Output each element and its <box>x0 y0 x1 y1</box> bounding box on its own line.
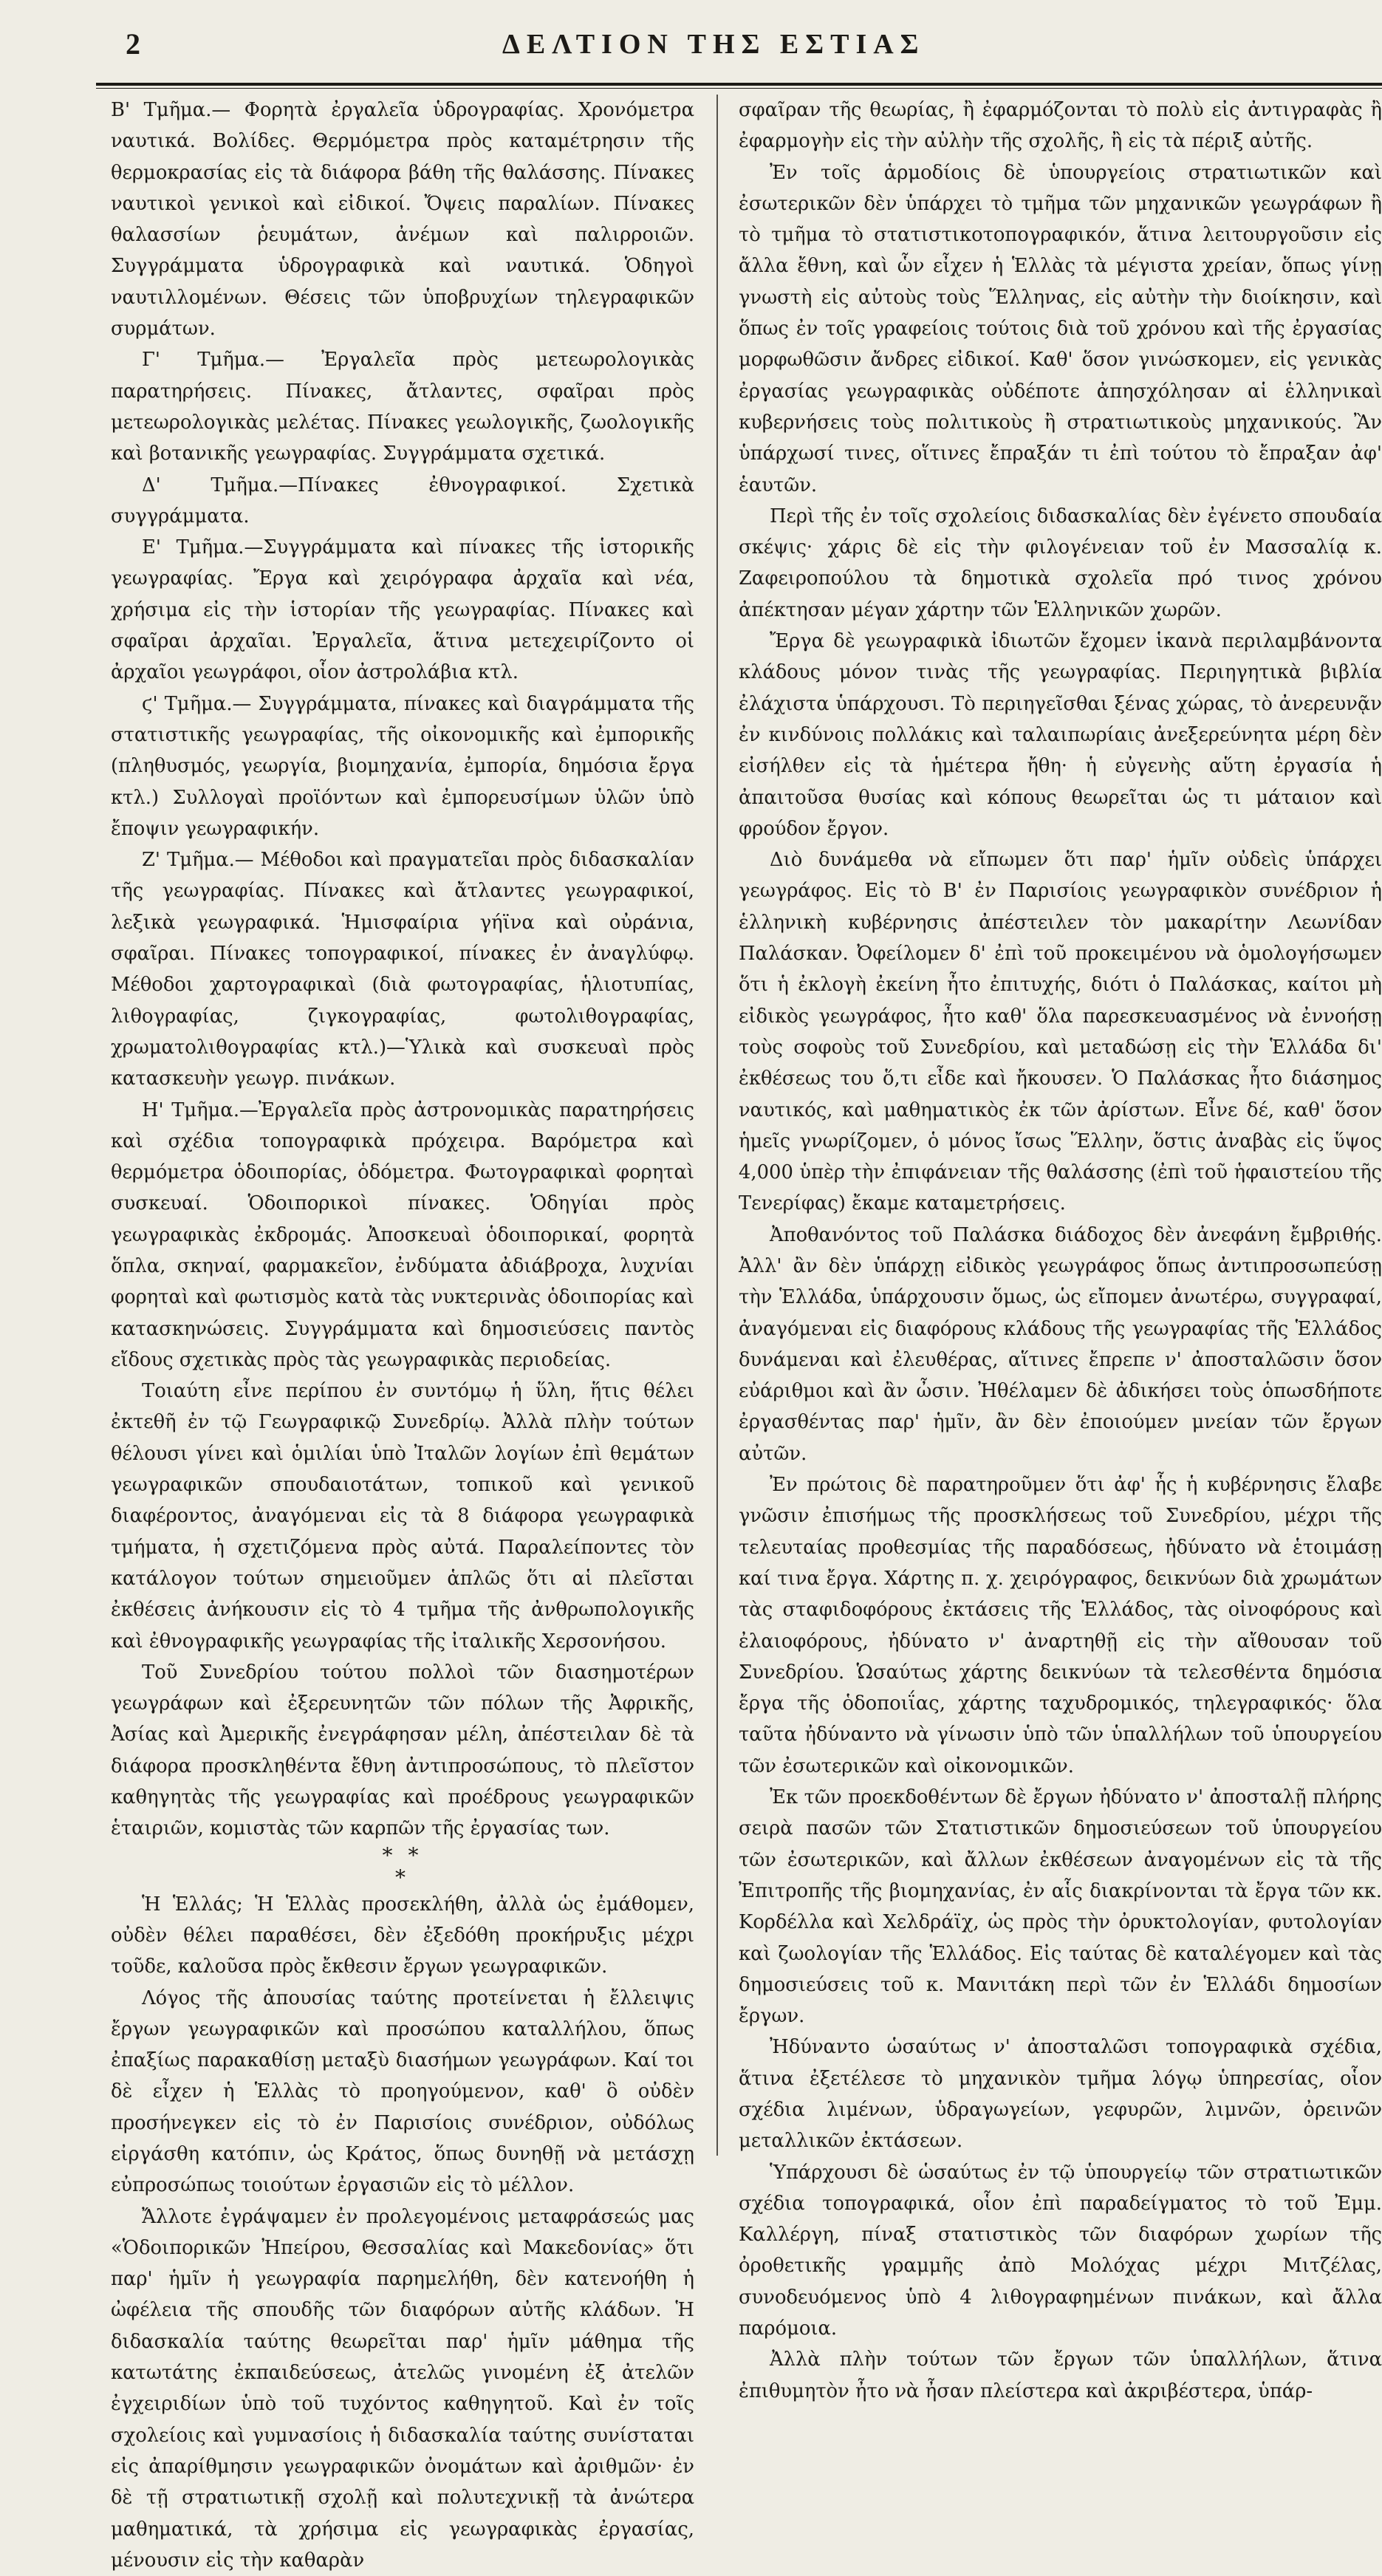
header-rule <box>96 83 1382 89</box>
paragraph: σφαῖραν τῆς θεωρίας, ἢ ἐφαρμόζονται τὸ πολὺ εἰς ἀντιγραφὰς ἢ ἐφαρμογὴν εἰς τὴν αὐλὴν τῆς σχολῆς, ἢ εἰς τὰ πέριξ αὐτῆς. <box>739 99 1382 153</box>
section-separator: * * * <box>382 1842 423 1890</box>
paragraph: Τοιαύτη εἶνε περίπου ἐν συντόμῳ ἡ ὕλη, ἥτις θέλει ἐκτεθῆ ἐν τῷ Γεωγραφικῷ Συνεδρίῳ. Ἀλλὰ πλὴν τούτων θέλουσι γίνει καὶ ὁμιλίαι ὑπὸ Ἰταλῶν λογίων ἐπὶ θεμάτων γεωγραφικῶν σπουδαιοτάτων, τοπικοῦ καὶ γενικοῦ διαφέροντος, ἀναγόμεναι εἰς τὰ 8 διάφορα γεωγραφικὰ τμήματα, ἡ σχετιζόμενα πρὸς αὐτά. Παραλείποντες τὸν κατάλογον τούτων σημειοῦμεν ἁπλῶς ὅτι αἱ πλεῖσται ἐκθέσεις ἀνήκουσιν εἰς τὸ 4 τμῆμα τῆς ἀνθρωπολογικῆς καὶ ἐθνογραφικῆς γεωγραφίας τῆς ἰταλικῆς Χερσονήσου. <box>111 1380 694 1653</box>
paragraph: Διὸ δυνάμεθα νὰ εἴπωμεν ὅτι παρ' ἡμῖν οὐδεὶς ὑπάρχει γεωγράφος. Εἰς τὸ Β' ἐν Παρισίοις γεωγραφικὸν συνέδριον ἡ ἑλληνικὴ κυβέρνησις ἀπέστειλεν τὸν μακαρίτην Λεωνίδαν Παλάσκαν. Ὀφείλομεν δ' ἐπὶ τοῦ προκειμένου νὰ ὁμολογήσωμεν ὅτι ἡ ἐκλογὴ ἐκείνη ἦτο ἐπιτυχής, διότι ὁ Παλάσκας, καίτοι μὴ εἰδικὸς γεωγράφος, ἦτο καθ' ὅλα παρεσκευασμένος νὰ ἐννοήσῃ τοὺς σοφοὺς τοῦ Συνεδρίου, καὶ μεταδώσῃ εἰς τὴν Ἑλλάδα δι' ἐκθέσεως του ὅ,τι εἶδε καὶ ἤκουσεν. Ὁ Παλάσκας ἦτο διάσημος ναυτικός, καὶ μαθηματικὸς ἐκ τῶν ἀρίστων. Εἶνε δέ, καθ' ὅσον ἡμεῖς γνωρίζομεν, ὁ μόνος ἴσως Ἕλλην, ὅστις ἀναβὰς εἰς ὕψος 4,000 ὑπὲρ τὴν ἐπιφάνειαν τῆς θαλάσσης (ἐπὶ τοῦ ἡφαιστείου τῆς Τενερίφας) ἔκαμε καταμετρήσεις. <box>739 849 1382 1215</box>
page-header <box>0 15 1382 74</box>
paragraph: Ε' Τμῆμα.—Συγγράμματα καὶ πίνακες τῆς ἱστορικῆς γεωγραφίας. Ἔργα καὶ χειρόγραφα ἀρχαῖα καὶ νέα, χρήσιμα εἰς τὴν ἱστορίαν τῆς γεωγραφίας. Πίνακες καὶ σφαῖραι ἀρχαῖαι. Ἐργαλεῖα, ἅτινα μετεχειρίζοντο οἱ ἀρχαῖοι γεωγράφοι, οἷον ἀστρολάβια κτλ. <box>111 536 694 684</box>
paragraph: Λόγος τῆς ἀπουσίας ταύτης προτείνεται ἡ ἔλλειψις ἔργων γεωγραφικῶν καὶ προσώπου καταλλήλου, ὅπως ἐπαξίως παρακαθίσῃ μεταξὺ διασήμων γεωγράφων. Καί τοι δὲ εἶχεν ἡ Ἑλλὰς τὸ προηγούμενον, καθ' ὃ οὐδὲν προσήνεγκεν εἰς τὸ ἐν Παρισίοις συνέδριον, οὐδόλως εἰργάσθη κατόπιν, ὡς Κράτος, ὅπως δυνηθῇ νὰ μετάσχῃ εὐπροσώπως τοιούτων ἐργασιῶν εἰς τὸ μέλλον. <box>111 1986 694 2197</box>
paragraph: Ἠδύναντο ὡσαύτως ν' ἀποσταλῶσι τοπογραφικὰ σχέδια, ἅτινα ἐξετέλεσε τὸ μηχανικὸν τμῆμα λόγῳ ὑπηρεσίας, οἷον σχέδια λιμένων, ὑδραγωγείων, γεφυρῶν, λιμνῶν, ὀρεινῶν μεταλλικῶν ἐκτάσεων. <box>739 2036 1382 2153</box>
left-column <box>111 95 694 2572</box>
paragraph: Η' Τμῆμα.—Ἐργαλεῖα πρὸς ἀστρονομικὰς παρατηρήσεις καὶ σχέδια τοπογραφικὰ πρόχειρα. Βαρόμετρα καὶ θερμόμετρα ὁδοιπορίας, ὁδόμετρα. Φωτογραφικαὶ φορηταὶ συσκευαί. Ὁδοιπορικοὶ πίνακες. Ὁδηγίαι πρὸς γεωγραφικὰς ἐκδρομάς. Ἀποσκευαὶ ὁδοιπορικαί, φορητὰ ὅπλα, σκηναί, φαρμακεῖον, ἐνδύματα ἀδιάβροχα, λυχνίαι φορηταὶ καὶ φωτισμὸς κατὰ τὰς νυκτερινὰς ὁδοιπορίας καὶ κατασκηνώσεις. Συγγράμματα καὶ δημοσιεύσεις παντὸς εἴδους σχετικὰς πρὸς τὰς γεωγραφικὰς περιοδείας. <box>111 1099 694 1371</box>
paragraph: Ὑπάρχουσι δὲ ὡσαύτως ἐν τῷ ὑπουργείῳ τῶν στρατιωτικῶν σχέδια τοπογραφικά, οἷον ἐπὶ παραδείγματος τὸ τοῦ Ἐμμ. Καλλέργη, πίναξ στατιστικὸς τῶν διαφόρων χωρίων τῆς ὀροθετικῆς γραμμῆς ἀπὸ Μολόχας μέχρι Μιτζέλας, συνοδευόμενος ὑπὸ 4 λιθογραφημένων πινάκων, καὶ ἄλλα παρόμοια. <box>739 2161 1382 2340</box>
paragraph: Περὶ τῆς ἐν τοῖς σχολείοις διδασκαλίας δὲν ἐγένετο σπουδαία σκέψις· χάρις δὲ εἰς τὴν φιλογένειαν τοῦ ἐν Μασσαλίᾳ κ. Ζαφειροπούλου τὰ δημοτικὰ σχολεῖα πρό τινος χρόνου ἀπέκτησαν μέγαν χάρτην τῶν Ἑλληνικῶν χωρῶν. <box>739 505 1382 621</box>
paragraph: Ἀλλὰ πλὴν τούτων τῶν ἔργων τῶν ὑπαλλήλων, ἅτινα ἐπιθυμητὸν ἦτο νὰ ἦσαν πλείστερα καὶ ἀκριβέστερα, ὑπάρ- <box>739 2348 1382 2402</box>
right-column <box>739 95 1382 2402</box>
paragraph: Β' Τμῆμα.— Φορητὰ ἐργαλεῖα ὑδρογραφίας. Χρονόμετρα ναυτικά. Βολίδες. Θερμόμετρα πρὸς καταμέτρησιν τῆς θερμοκρασίας εἰς τὰ διάφορα βάθη τῆς θαλάσσης. Πίνακες ναυτικοὶ γενικοὶ καὶ εἰδικοί. Ὄψεις παραλίων. Πίνακες θαλασσίων ῥευμάτων, ἀνέμων καὶ παλιρροιῶν. Συγγράμματα ὑδρογραφικὰ καὶ ναυτικά. Ὁδηγοὶ ναυτιλλομένων. Θέσεις τῶν ὑποβρυχίων τηλεγραφικῶν συρμάτων. <box>111 99 694 341</box>
paragraph: Δ' Τμῆμα.—Πίνακες ἐθνογραφικοί. Σχετικὰ συγγράμματα. <box>111 474 694 527</box>
paragraph: Ἀποθανόντος τοῦ Παλάσκα διάδοχος δὲν ἀνεφάνη ἔμβριθής. Ἀλλ' ἂν δὲν ὑπάρχῃ εἰδικὸς γεωγράφος ὅπως ἀντιπροσωπεύσῃ τὴν Ἑλλάδα, ὑπάρχουσιν ὅμως, ὡς εἴπομεν ἀνωτέρω, συγγραφαί, ἀναγόμεναι εἰς διαφόρους κλάδους τῆς γεωγραφίας τῆς Ἑλλάδος δυνάμεναι καὶ ἐλευθέρας, αἵτινες ἔπρεπε ν' ἀποσταλῶσιν ὅσον εὐάριθμοι καὶ ἂν ὦσιν. Ἠθέλαμεν δὲ ἀδικήσει τοὺς ὁπωσδήποτε ἐργασθέντας παρ' ἡμῖν, ἂν δὲν ἐποιούμεν μνείαν τῶν ἔργων αὐτῶν. <box>739 1223 1382 1465</box>
running-title: ΔΕΛΤΙΟΝ ΤΗΣ ΕΣΤΙΑΣ <box>502 29 926 60</box>
paragraph: Γ' Τμῆμα.— Ἐργαλεῖα πρὸς μετεωρολογικὰς παρατηρήσεις. Πίνακες, ἄτλαντες, σφαῖραι πρὸς μετεωρολογικὰς μελέτας. Πίνακες γεωλογικῆς, ζωολογικῆς καὶ βοτανικῆς γεωγραφίας. Συγγράμματα σχετικά. <box>111 349 694 465</box>
paragraph: Ἐν τοῖς ἁρμοδίοις δὲ ὑπουργείοις στρατιωτικῶν καὶ ἐσωτερικῶν δὲν ὑπάρχει τὸ τμῆμα τῶν μηχανικῶν γεωγράφων ἢ τὸ τμῆμα τὸ στατιστικοτοπογραφικόν, ἅτινα λειτουργοῦσιν εἰς ἄλλα ἔθνη, καὶ ὧν εἶχεν ἡ Ἑλλὰς τὰ μέγιστα χρείαν, ὅπως γίνῃ γνωστὴ εἰς αὐτοὺς τοὺς Ἕλληνας, εἰς αὐτὴν τὴν διοίκησιν, καὶ ὅπως ἐν τοῖς γραφείοις τούτοις διὰ τοῦ χρόνου καὶ τῆς ἐργασίας μορφωθῶσιν ἄνδρες εἰδικοί. Καθ' ὅσον γινώσκομεν, εἰς γενικὰς ἐργασίας γεωγραφικὰς οὐδέποτε ἀπησχόλησαν αἱ ἑλληνικαὶ κυβερνήσεις τοὺς πολιτικοὺς ἢ στρατιωτικοὺς μηχανικούς. Ἂν ὑπάρχωσί τινες, οἵτινες ἔπραξάν τι ἐπὶ τούτου τὸ ἔπραξαν ἀφ' ἑαυτῶν. <box>739 161 1382 496</box>
paragraph: Ἄλλοτε ἐγράψαμεν ἐν προλεγομένοις μεταφράσεώς μας «Ὁδοιπορικῶν Ἠπείρου, Θεσσαλίας καὶ Μακεδονίας» ὅτι παρ' ἡμῖν ἡ γεωγραφία παρημελήθη, δὲν κατενοήθη ἡ ὠφέλεια τῆς σπουδῆς τῶν διαφόρων αὐτῆς κλάδων. Ἡ διδασκαλία ταύτης θεωρεῖται παρ' ἡμῖν μάθημα τῆς κατωτάτης ἐκπαιδεύσεως, ἀτελῶς γινομένη ἐξ ἀτελῶν ἐγχειριδίων ὑπὸ τοῦ τυχόντος καθηγητοῦ. Καὶ ἐν τοῖς σχολείοις καὶ γυμνασίοις ἡ διδασκαλία ταύτης συνίσταται εἰς ἀπαρίθμησιν γεωγραφικῶν ὀνομάτων καὶ ἀριθμῶν· ἐν δὲ τῇ στρατιωτικῇ σχολῇ καὶ πολυτεχνικῇ τὰ ἀνώτερα μαθηματικά, τὰ χρήσιμα εἰς γεωγραφικὰς ἐργασίας, μένουσιν εἰς τὴν καθαρὰν <box>111 2205 694 2572</box>
paragraph: Ἔργα δὲ γεωγραφικὰ ἰδιωτῶν ἔχομεν ἱκανὰ περιλαμβάνοντα κλάδους μόνον τινὰς τῆς γεωγραφίας. Περιηγητικὰ βιβλία ἐλάχιστα ὑπάρχουσι. Τὸ περιηγεῖσθαι ξένας χώρας, τὸ ἀνερευνᾷν ἐν κινδύνοις πολλάκις καὶ ταλαιπωρίαις ἀνεξερεύνητα μέρη δὲν εἰσήλθεν εἰς τὰ ἡμέτερα ἤθη· ἡ εὐγενὴς αὕτη ἐργασία ἡ ἀπαιτοῦσα θυσίας καὶ κόπους θεωρεῖται ὡς τι μάταιον καὶ φρούδον ἔργον. <box>739 630 1382 840</box>
page-number: 2 <box>126 27 140 61</box>
paragraph: Ζ' Τμῆμα.— Μέθοδοι καὶ πραγματεῖαι πρὸς διδασκαλίαν τῆς γεωγραφίας. Πίνακες καὶ ἄτλαντες γεωγραφικοί, λεξικὰ γεωγραφικά. Ἡμισφαίρια γήϊνα καὶ οὐράνια, σφαῖραι. Πίνακες τοπογραφικοί, πίνακες ἐν ἀναγλύφῳ. Μέθοδοι χαρτογραφικαὶ (διὰ φωτογραφίας, ἡλιοτυπίας, λιθογραφίας, ζιγκογραφίας, φωτολιθογραφίας, χρωματολιθογραφίας κτλ.)—Ὑλικὰ καὶ συσκευαὶ πρὸς κατασκευὴν γεωγρ. πινάκων. <box>111 849 694 1090</box>
paragraph: Ἐκ τῶν προεκδοθέντων δὲ ἔργων ἠδύνατο ν' ἀποσταλῇ πλήρης σειρὰ πασῶν τῶν Στατιστικῶν δημοσιεύσεων τοῦ ὑπουργείου τῶν ἐσωτερικῶν, καὶ ἄλλων ἐκθέσεων ἀναγομένων εἰς τὰ τῆς Ἐπιτροπῆς τῆς βιομηχανίας, ἐν αἷς διακρίνονται τὰ ἔργα τῶν κκ. Κορδέλλα καὶ Χελδράϊχ, ὡς πρὸς τὴν ὀρυκτολογίαν, φυτολογίαν καὶ ζωολογίαν τῆς Ἑλλάδος. Εἰς ταύτας δὲ καταλέγομεν καὶ τὰς δημοσιεύσεις τοῦ κ. Μανιτάκη περὶ τῶν ἐν Ἑλλάδι δημοσίων ἔργων. <box>739 1786 1382 2028</box>
paragraph: Ἡ Ἑλλάς; Ἡ Ἑλλὰς προσεκλήθη, ἀλλὰ ὡς ἐμάθομεν, οὐδὲν θέλει παραθέσει, δὲν ἐξεδόθη προκήρυξις μέχρι τοῦδε, καλοῦσα πρὸς ἔκθεσιν ἔργων γεωγραφικῶν. <box>111 1893 694 1978</box>
paragraph: ϛ' Τμῆμα.— Συγγράμματα, πίνακες καὶ διαγράμματα τῆς στατιστικῆς γεωγραφίας, τῆς οἰκονομικῆς καὶ ἐμπορικῆς (πληθυσμός, γεωργία, βιομηχανία, ἐμπορία, δημόσια ἔργα κτλ.) Συλλογαὶ προϊόντων καὶ ἐμπορευσίμων ὑλῶν ὑπὸ ἔποψιν γεωγραφικήν. <box>111 692 694 840</box>
column-divider <box>716 95 718 2156</box>
paragraph: Ἐν πρώτοις δὲ παρατηροῦμεν ὅτι ἀφ' ἧς ἡ κυβέρνησις ἔλαβε γνῶσιν ἐπισήμως τῆς προσκλήσεως τοῦ Συνεδρίου, μέχρι τῆς τελευταίας προθεσμίας τῆς παραδόσεως, ἠδύνατο νὰ ἑτοιμάσῃ καί τινα ἔργα. Χάρτης π. χ. χειρόγραφος, δεικνύων διὰ χρωμάτων τὰς σταφιδοφόρους ἐκτάσεις τῆς Ἑλλάδος, τὰς οἰνοφόρους καὶ ἐλαιοφόρους, ἠδύνατο ν' ἀναρτηθῇ εἰς τὴν αἴθουσαν τοῦ Συνεδρίου. Ὡσαύτως χάρτης δεικνύων τὰ τελεσθέντα δημόσια ἔργα τῆς ὁδοποιΐας, χάρτης ταχυδρομικός, τηλεγραφικός· ὅλα ταῦτα ἠδύναντο νὰ γίνωσιν ὑπὸ τῶν ὑπαλλήλων τοῦ ὑπουργείου τῶν ἐσωτερικῶν καὶ οἰκονομικῶν. <box>739 1474 1382 1777</box>
paragraph: Τοῦ Συνεδρίου τούτου πολλοὶ τῶν διασημοτέρων γεωγράφων καὶ ἐξερευνητῶν τῶν πόλων τῆς Ἀφρικῆς, Ἀσίας καὶ Ἀμερικῆς ἐνεγράφησαν μέλη, ἀπέστειλαν δὲ τὰ διάφορα προσκληθέντα ἔθνη ἀντιπροσώπους, τὸ πλεῖστον καθηγητὰς τῆς γεωγραφίας καὶ προέδρους γεωγραφικῶν ἑταιριῶν, κομιστὰς τῶν καρπῶν τῆς ἐργασίας των. <box>111 1661 694 1840</box>
